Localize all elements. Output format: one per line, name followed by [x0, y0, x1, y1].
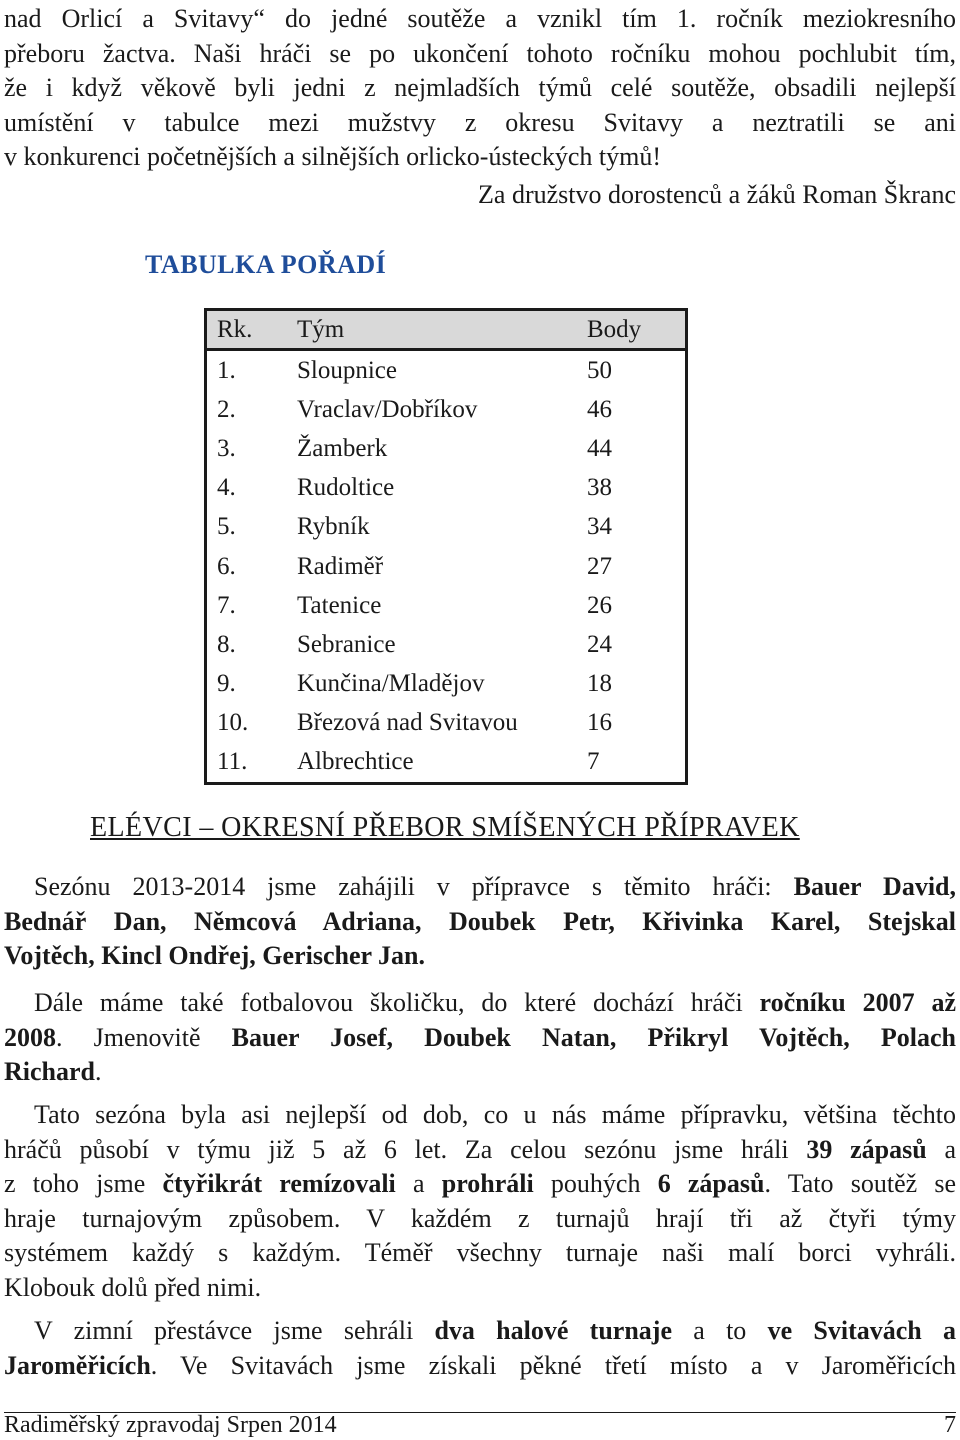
points-cell: 24 — [587, 630, 612, 658]
header-points: Body — [577, 310, 687, 350]
table-row — [206, 625, 687, 664]
intro-line: nad Orlicí a Svitavy“ do jedné soutěže a vznikl tím 1. ročník meziokresního — [4, 4, 956, 33]
team-cell: Březová nad Svitavou — [297, 709, 518, 737]
section-heading: ELÉVCI – OKRESNÍ PŘEBOR SMÍŠENÝCH PŘÍPRAVEK — [90, 812, 800, 843]
table-row — [206, 665, 687, 704]
text-run: Dále máme také fotbalovou školičku, do které dochází hráči — [34, 988, 760, 1017]
intro-line: přeboru žactva. Naši hráči se po ukončení tohoto ročníku mohou pochlubit tím, — [4, 38, 956, 68]
text-line — [4, 1167, 956, 1202]
season-paragraph — [4, 1098, 956, 1306]
intro-line: umístění v tabulce mezi mužstvy z okresu Svitavy a neztratili se ani — [4, 107, 956, 137]
table-row — [206, 390, 687, 429]
header-team: Tým — [287, 310, 577, 350]
rank-cell: 7. — [217, 591, 236, 619]
text-line — [4, 1021, 956, 1056]
table-row — [206, 350, 687, 391]
points-cell: 7 — [587, 748, 600, 776]
text-line: hraje turnajovým způsobem. V každém z turnajů hrají tři až čtyři týmy — [4, 1203, 956, 1233]
rank-cell: 2. — [217, 395, 236, 423]
team-cell: Rudoltice — [297, 474, 395, 502]
team-cell: Kunčina/Mladějov — [297, 670, 485, 698]
team-cell: Tatenice — [297, 591, 382, 619]
bold-run: Richard — [4, 1057, 95, 1087]
rank-cell: 3. — [217, 434, 236, 462]
bold-run: 6 zápasů — [657, 1169, 765, 1199]
bold-run: Vojtěch, Kincl Ondřej, Gerischer Jan. — [4, 941, 426, 971]
text-run: a to — [672, 1316, 768, 1345]
bold-run: ve Svitavách a — [767, 1316, 957, 1345]
points-cell: 44 — [587, 434, 612, 462]
text-run: . Ve Svitavách jsme získali pěkné třetí místo a v Jaroměřicích — [150, 1350, 956, 1380]
team-cell: Rybník — [297, 513, 370, 541]
rank-cell: 9. — [217, 670, 236, 698]
school-paragraph — [4, 986, 956, 1090]
text-run: a — [395, 1169, 442, 1199]
table-row — [206, 743, 687, 784]
team-cell: Sebranice — [297, 630, 396, 658]
text-run: V zimní přestávce jsme sehráli — [34, 1316, 435, 1345]
text-line — [4, 1349, 956, 1384]
bold-run: Bauer David, — [793, 872, 957, 901]
points-cell: 26 — [587, 591, 612, 619]
text-line — [4, 1314, 956, 1349]
table-row — [206, 586, 687, 625]
header-rank: Rk. — [206, 310, 288, 350]
table-row — [206, 704, 687, 743]
points-cell: 27 — [587, 552, 612, 580]
text-run: . — [95, 1057, 102, 1087]
winter-paragraph — [4, 1314, 956, 1383]
team-cell: Žamberk — [297, 434, 388, 462]
team-cell: Sloupnice — [297, 356, 397, 384]
text-line: systémem každý s každým. Téměř všechny turnaje naši malí borci vyhráli. — [4, 1238, 956, 1268]
intro-line: v konkurenci početnějších a silnějších orlicko-ústeckých týmů! — [4, 142, 662, 172]
intro-line: že i když věkově byli jedni z nejmladších týmů celé soutěže, obsadili nejlepší — [4, 73, 956, 103]
bold-run: ročníku 2007 až — [759, 988, 956, 1017]
text-line — [4, 986, 956, 1021]
points-cell: 16 — [587, 709, 612, 737]
text-run: z toho jsme — [4, 1169, 163, 1199]
points-cell: 18 — [587, 670, 612, 698]
bold-run: Bednář Dan, Němcová Adriana, Doubek Petr, Křivinka Karel, Stejskal — [4, 906, 956, 936]
bold-run: Bauer Josef, Doubek Natan, Přikryl Vojtěch, Polach — [231, 1022, 956, 1052]
table-row — [206, 508, 687, 547]
intro-paragraph — [4, 2, 956, 175]
text-line — [4, 939, 956, 974]
bold-run: čtyřikrát remízovali — [162, 1169, 396, 1199]
text-run: Tato sezóna byla asi nejlepší od dob, co u nás máme přípravku, většina těchto — [34, 1100, 956, 1129]
table-header-row — [206, 310, 687, 350]
team-cell: Albrechtice — [297, 748, 414, 776]
text-line — [4, 870, 956, 905]
points-cell: 34 — [587, 513, 612, 541]
signature: Za družstvo dorostenců a žáků Roman Škranc — [478, 180, 956, 209]
rank-cell: 8. — [217, 630, 236, 658]
points-cell: 46 — [587, 395, 612, 423]
text-run: . Jmenovitě — [56, 1022, 232, 1052]
page-number: 7 — [944, 1412, 956, 1438]
points-cell: 38 — [587, 474, 612, 502]
rank-cell: 1. — [217, 356, 236, 384]
standings-table — [204, 308, 688, 785]
table-row — [206, 469, 687, 508]
rank-cell: 5. — [217, 513, 236, 541]
text-run: . Tato soutěž se — [764, 1169, 957, 1199]
table-row — [206, 429, 687, 468]
team-cell: Radiměř — [297, 552, 384, 580]
text-line — [4, 1055, 956, 1090]
table-title: TABULKA POŘADÍ — [145, 250, 387, 279]
rank-cell: 4. — [217, 474, 236, 502]
text-line — [4, 1133, 956, 1168]
points-cell: 50 — [587, 356, 612, 384]
bold-run: 39 zápasů — [806, 1134, 927, 1164]
bold-run: dva halové turnaje — [434, 1316, 672, 1345]
team-cell: Vraclav/Dobříkov — [297, 395, 478, 423]
rank-cell: 10. — [217, 709, 249, 737]
bold-run: 2008 — [4, 1022, 56, 1052]
text-run: a — [926, 1134, 956, 1164]
table-row — [206, 547, 687, 586]
rank-cell: 11. — [217, 748, 248, 776]
bold-run: Jaroměřicích — [4, 1350, 151, 1380]
text-run: pouhých — [533, 1169, 658, 1199]
text-run: hráčů působí v týmu již 5 až 6 let. Za celou sezónu jsme hráli — [4, 1134, 807, 1164]
bold-run: prohráli — [441, 1169, 534, 1199]
players-paragraph — [4, 870, 956, 974]
footer-publication: Radiměřský zpravodaj Srpen 2014 — [4, 1412, 337, 1438]
rank-cell: 6. — [217, 552, 236, 580]
text-line — [4, 905, 956, 940]
text-run: Sezónu 2013-2014 jsme zahájili v přípravce s těmito hráči: — [34, 872, 794, 901]
text-line — [4, 1098, 956, 1133]
text-line: Klobouk dolů před nimi. — [4, 1272, 262, 1302]
